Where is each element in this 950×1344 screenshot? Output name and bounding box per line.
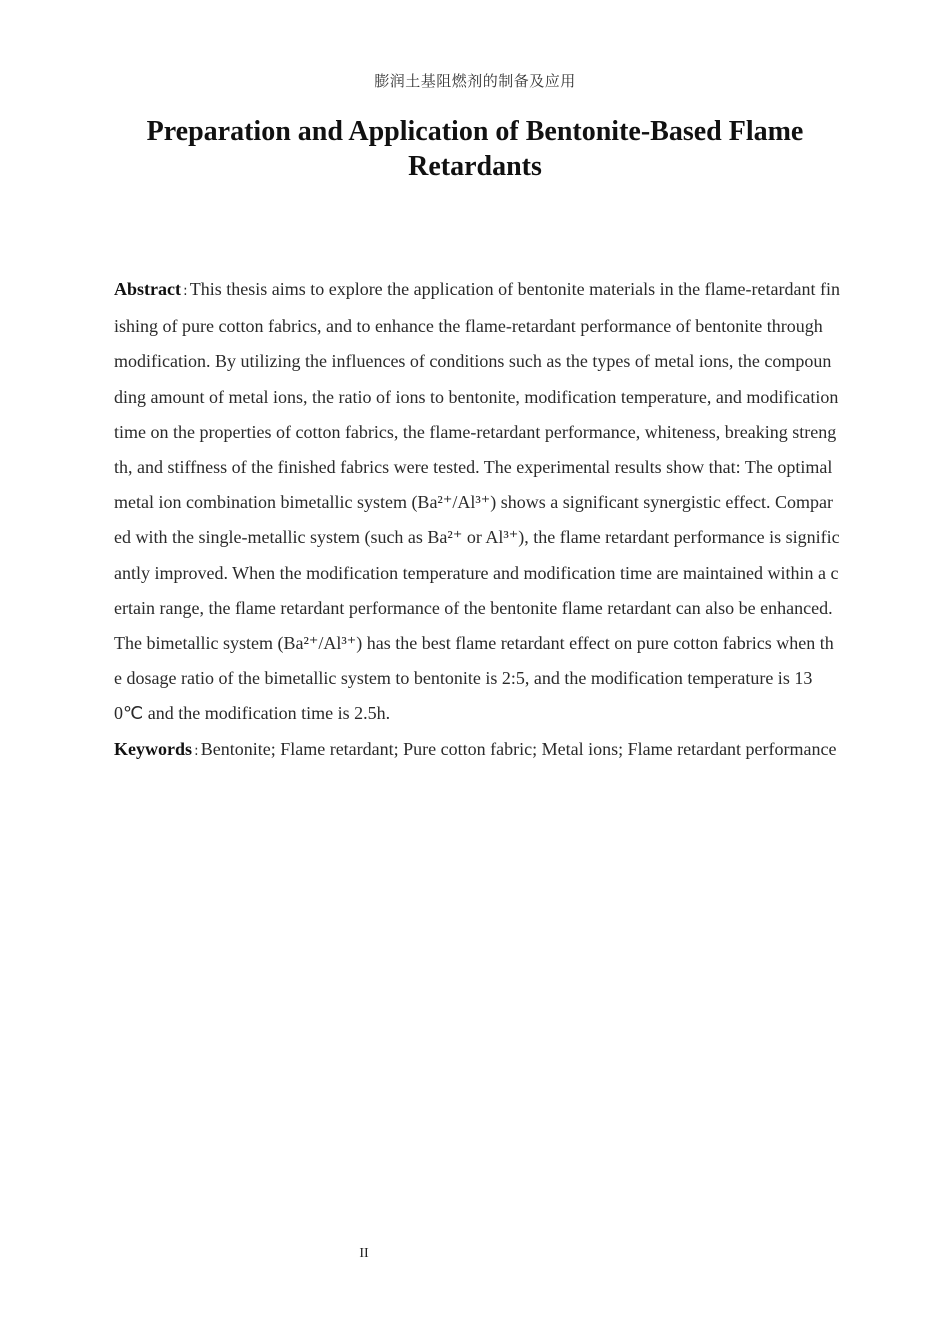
abstract-separator: : bbox=[182, 283, 188, 299]
page-number: II bbox=[359, 1246, 369, 1261]
abstract-section bbox=[114, 272, 840, 769]
keywords-separator: : bbox=[194, 742, 199, 759]
abstract-paragraph bbox=[114, 272, 840, 732]
keywords-text: Bentonite; Flame retardant; Pure cotton fabric; Metal ions; Flame retardant performance bbox=[200, 738, 837, 759]
running-header: 膨润土基阻燃剂的制备及应用 bbox=[374, 72, 576, 90]
abstract-text: This thesis aims to explore the application of bentonite materials in the flame-retardant finishing of pure cotton fabrics, and to enhance the flame-retardant performance of bentonite through modification. By utilizing the influences of conditions such as the types of metal ions, the compounding amount of metal ions, the ratio of ions to bentonite, modification temperature, and modification time on the properties of cotton fabrics, the flame-retardant performance, whiteness, breaking strength, and stiffness of the finished fabrics were tested. The experimental results show that: The optimal metal ion combination bimetallic system (Ba²⁺/Al³⁺) shows a significant synergistic effect. Compared with the single-metallic system (such as Ba²⁺ or Al³⁺), the flame retardant performance is significantly improved. When the modification temperature and modification time are maintained within a certain range, the flame retardant performance of the bentonite flame retardant can also be enhanced. The bimetallic system (Ba²⁺/Al³⁺) has the best flame retardant effect on pure cotton fabrics when the dosage ratio of the bimetallic system to bentonite is 2:5, and the modification temperature is 130℃ and the modification time is 2.5h. bbox=[114, 279, 840, 724]
keywords-label: Keywords bbox=[114, 738, 192, 759]
paper-title: Preparation and Application of Bentonite-Based Flame Retardants bbox=[146, 116, 804, 182]
abstract-label: Abstract bbox=[114, 279, 181, 299]
keywords-paragraph bbox=[114, 732, 840, 769]
